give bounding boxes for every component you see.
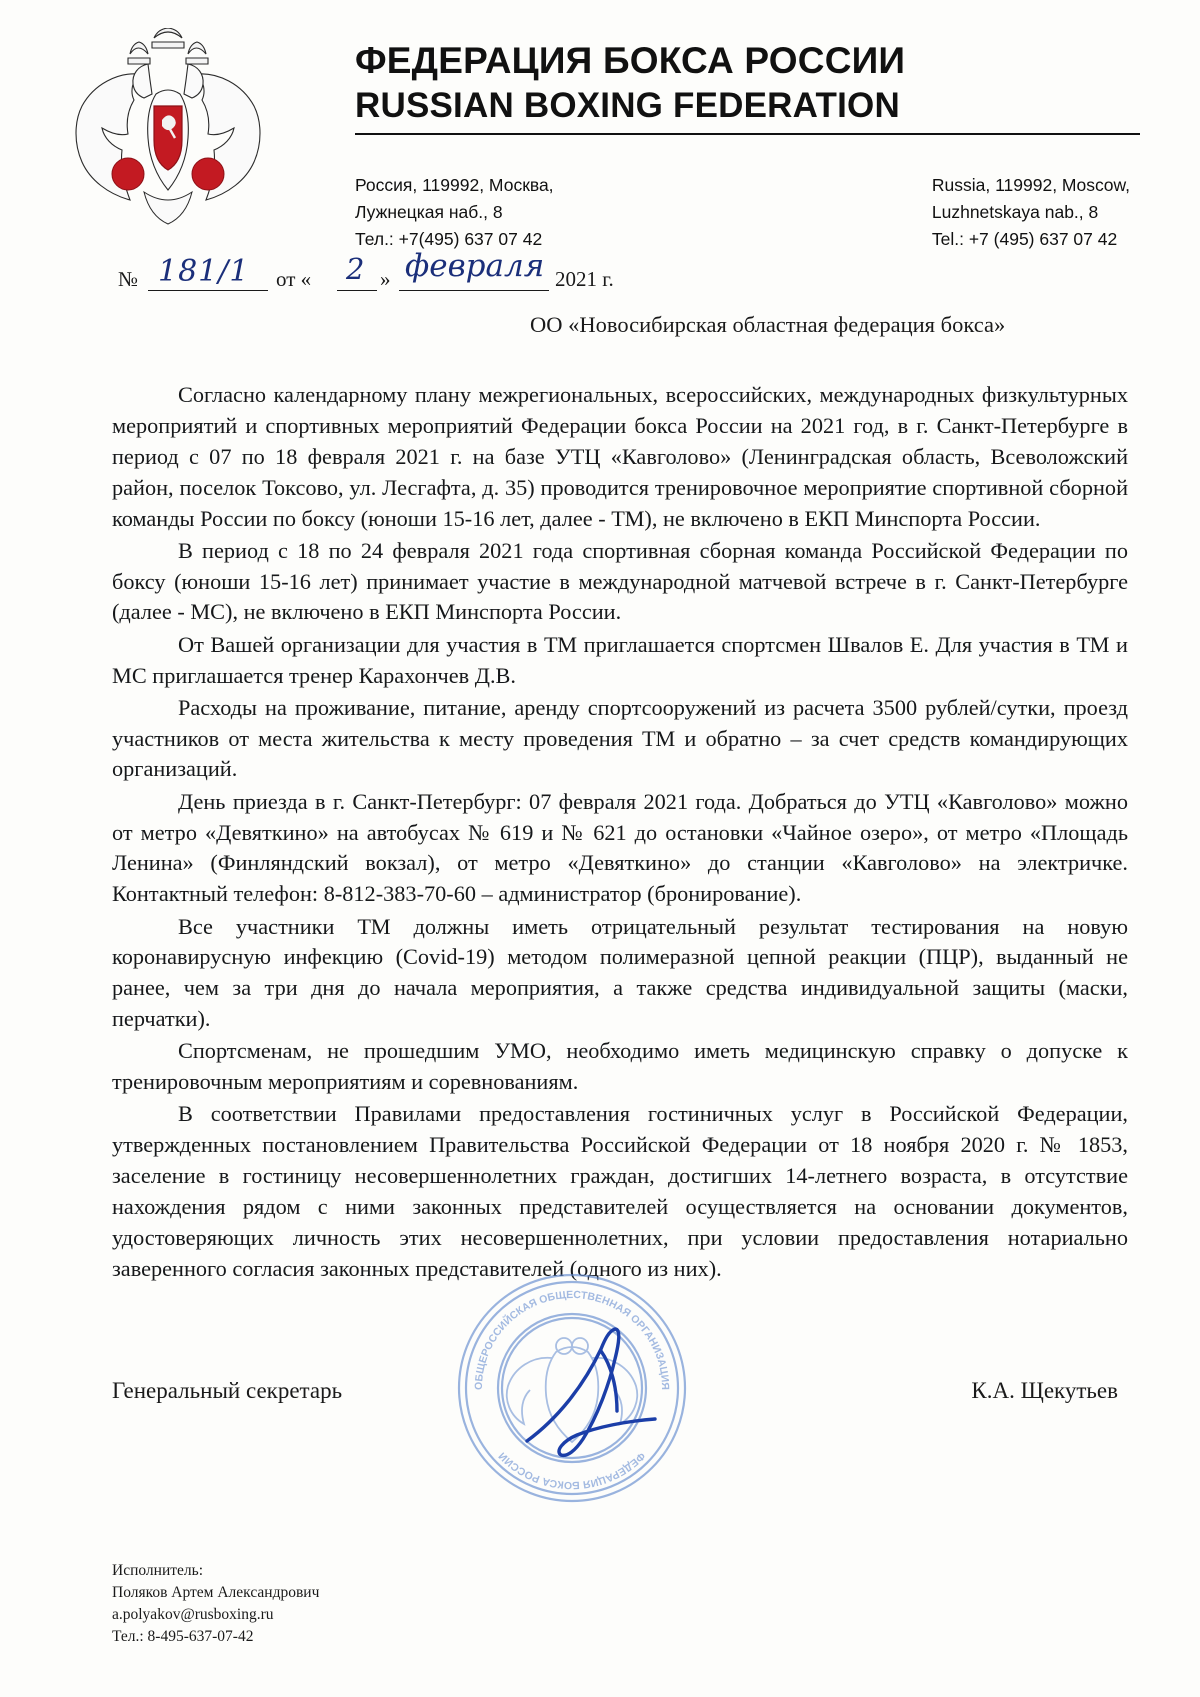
russian-eagle-emblem-icon bbox=[68, 28, 268, 233]
day-underline bbox=[337, 290, 377, 291]
signatory-position: Генеральный секретарь bbox=[112, 1378, 343, 1403]
addressee: ОО «Новосибирская областная федерация бокса» bbox=[530, 312, 1006, 337]
document-number-value: 181/1 bbox=[158, 254, 250, 289]
body-paragraph: От Вашей организации для участия в ТМ приглашается спортсмен Швалов Е. Для участия в ТМ и МС приглашается тренер Карахончев Д.В. bbox=[112, 631, 1128, 688]
organization-name-ru: ФЕДЕРАЦИЯ БОКСА РОССИИ bbox=[355, 40, 906, 81]
svg-text:ОБЩЕРОССИЙСКАЯ ОБЩЕСТВЕННАЯ ОР: ОБЩЕРОССИЙСКАЯ ОБЩЕСТВЕННАЯ ОРГАНИЗАЦИЯ bbox=[472, 1288, 672, 1391]
address-ru-line-3: Тел.: +7(495) 637 07 42 bbox=[355, 229, 543, 250]
executor-email: a.polyakov@rusboxing.ru bbox=[112, 1606, 274, 1623]
organization-name-en: RUSSIAN BOXING FEDERATION bbox=[355, 86, 900, 125]
date-day-value: 2 bbox=[346, 252, 365, 286]
signatory-name: К.А. Щекутьев bbox=[971, 1378, 1118, 1403]
document-number-line bbox=[118, 248, 718, 298]
address-block bbox=[355, 172, 1140, 253]
executor-name: Поляков Артем Александрович bbox=[112, 1584, 320, 1601]
address-ru-line-1: Россия, 119992, Москва, bbox=[355, 175, 554, 195]
body-paragraph: Расходы на проживание, питание, аренду спортсооружений из расчета 3500 рублей/сутки, проезд участников от места жительства к месту проведения ТМ и обратно – за счет средств командирующих организаций. bbox=[112, 694, 1128, 782]
date-year-label: 2021 г. bbox=[555, 267, 614, 291]
svg-text:ФЕДЕРАЦИЯ БОКСА РОССИИ: ФЕДЕРАЦИЯ БОКСА РОССИИ bbox=[496, 1449, 648, 1492]
month-underline bbox=[399, 290, 549, 291]
body-paragraph: Спортсменам, не прошедшим УМО, необходимо иметь медицинскую справку о допуске к тренировочным мероприятиям и соревнованиям. bbox=[112, 1038, 1128, 1095]
body-paragraph: В соответствии Правилами предоставления гостиничных услуг в Российской Федерации, утвержденных постановлением Правительства Российской Федерации от 18 ноября 2020 г. № 1853, заселение в гостиницу несовершеннолетних граждан, достигших 14-летнего возраста, в отсутствие нахождения рядом с ними законных представителей осуществляется на основании документов, удостоверяющих личность этих несовершеннолетних, при условии предоставления нотариально заверенного согласия законных представителей (одного из них). bbox=[112, 1101, 1128, 1281]
date-quote-close: » bbox=[380, 267, 391, 291]
address-en bbox=[932, 172, 1130, 253]
address-ru-line-2: Лужнецкая наб., 8 bbox=[355, 202, 503, 223]
executor-phone: Тел.: 8-495-637-07-42 bbox=[112, 1628, 254, 1645]
executor-block bbox=[112, 1560, 319, 1648]
body-paragraph: Согласно календарному плану межрегиональных, всероссийских, международных физкультурных мероприятий и спортивных мероприятий Федерации бокса России на 2021 год, в г. Санкт-Петербурге в период с 07 по 18 февраля 2021 г. на базе УТЦ «Кавголово» (Ленинградская область, Всеволожский район, поселок Токсово, ул. Лесгафта, д. 35) проводится тренировочное мероприятие спортивной сборной команды России по боксу (юноши 15-16 лет, далее - ТМ), не включено в ЕКП Минспорта России. bbox=[112, 382, 1128, 531]
body-paragraph: В период с 18 по 24 февраля 2021 года спортивная сборная команда Российской Федерации по боксу (юноши 15-16 лет) принимает участие в международной матчевой встрече в г. Санкт-Петербурге (далее - МС), не включено в ЕКП Минспорта России. bbox=[112, 537, 1128, 625]
address-ru bbox=[355, 172, 554, 253]
number-label: № bbox=[118, 267, 139, 291]
header-divider bbox=[355, 133, 1140, 135]
body-paragraph: День приезда в г. Санкт-Петербург: 07 февраля 2021 года. Добраться до УТЦ «Кавголово» можно от метро «Девяткино» на автобусах № 619 и № 621 до остановки «Чайное озеро», от метро «Площадь Ленина» (Финляндский вокзал), от метро «Девяткино» до станции «Кавголово» на электричке. Контактный телефон: 8-812-383-70-60 – администратор (бронирование). bbox=[112, 788, 1128, 907]
address-en-line-3: Tel.: +7 (495) 637 07 42 bbox=[931, 229, 1118, 250]
date-month-value: февраля bbox=[405, 248, 545, 284]
body-paragraph: Все участники ТМ должны иметь отрицательный результат тестирования на новую коронавирусную инфекцию (Covid-19) методом полимеразной цепной реакции (ПЦР), выданный не ранее, чем за три дня до начала мероприятия, а также средства индивидуальной защиты (маски, перчатки). bbox=[112, 913, 1128, 1032]
address-en-line-1: Russia, 119992, Moscow, bbox=[931, 175, 1130, 195]
letter-body bbox=[112, 380, 1128, 1286]
signature-row bbox=[112, 1378, 1128, 1404]
number-underline bbox=[148, 290, 268, 291]
date-prefix-label: от « bbox=[276, 267, 312, 291]
address-en-line-2: Luzhnetskaya nab., 8 bbox=[931, 202, 1099, 223]
organization-titles bbox=[355, 40, 1140, 135]
letterhead bbox=[60, 22, 1140, 250]
executor-label: Исполнитель: bbox=[112, 1562, 204, 1579]
